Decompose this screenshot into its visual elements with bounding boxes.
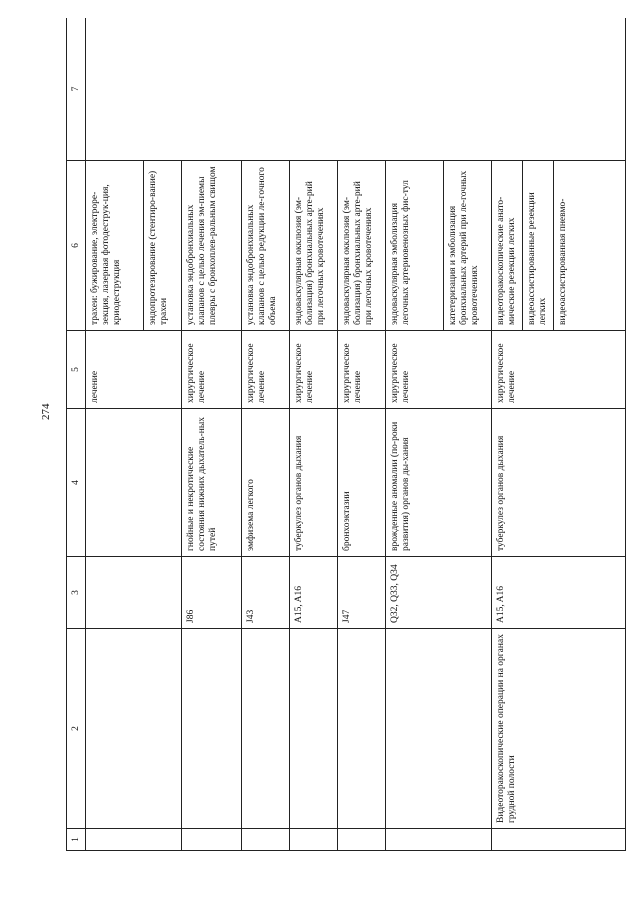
cell-method: установка эндобронхиальных клапанов с целью редукции ле-гочного объема [242, 161, 290, 331]
cell-section [338, 629, 386, 829]
cell-disease: туберкулез органов дыхания [492, 409, 626, 557]
rotated-table-container [66, 18, 626, 851]
cell-section [290, 629, 338, 829]
header-col-2: 2 [67, 629, 86, 829]
cell-disease: бронхоэктазии [338, 409, 386, 557]
cell-method: видеоассистированные резекции легких [523, 161, 554, 331]
cell-number [492, 829, 626, 851]
cell-method: установка эндобронхиальных клапанов с целью лечения эм-пиемы плевры с бронхоплев-ральным свищом [182, 161, 242, 331]
cell-disease: туберкулез органов дыхания [290, 409, 338, 557]
cell-section [386, 629, 492, 829]
cell-therapy: лечение [86, 331, 182, 409]
cell-method: эндоваскулярная окклюзия (эм-болизация) бронхиальных арте-рий при легочных кровотечениях [338, 161, 386, 331]
cell-codes: Q32, Q33, Q34 [386, 557, 492, 629]
header-col-4: 4 [67, 409, 86, 557]
cell-section [182, 629, 242, 829]
cell-number [182, 829, 242, 851]
cell-codes: J86 [182, 557, 242, 629]
cell-number [290, 829, 338, 851]
cell-codes [86, 557, 182, 629]
cell-codes: J43 [242, 557, 290, 629]
header-col-6: 6 [67, 161, 86, 331]
header-col-7: 7 [67, 18, 86, 161]
cell-disease: гнойные и некротические состояния нижних дыхатель-ных путей [182, 409, 242, 557]
cell-number [386, 829, 492, 851]
cell-codes: A15, A16 [492, 557, 626, 629]
cell-therapy: хирургическое лечение [290, 331, 338, 409]
procedures-table [66, 18, 626, 851]
cell-method: катетеризация и эмболизация бронхиальных артерий при ле-гочных кровотечениях [444, 161, 492, 331]
cell-method: эндопротезирование (стентиро-вание) трахеи [144, 161, 182, 331]
header-col-5: 5 [67, 331, 86, 409]
cell-codes: J47 [338, 557, 386, 629]
table-row [86, 18, 144, 851]
cell-codes: A15, A16 [290, 557, 338, 629]
cell-method: видеоассистированная пневмо- [554, 161, 626, 331]
cell-disease: врожденные аномалии (по-роки развития) органов ды-хания [386, 409, 492, 557]
cell-number [86, 829, 182, 851]
cell-therapy: хирургическое лечение [386, 331, 492, 409]
cell-col-7 [86, 18, 626, 161]
cell-number [242, 829, 290, 851]
cell-section [242, 629, 290, 829]
cell-section [86, 629, 182, 829]
cell-method: эндоваскулярная окклюзия (эм-болизация) бронхиальных арте-рий при легочных кровотечениях [290, 161, 338, 331]
table-wrap [66, 18, 626, 851]
header-col-1: 1 [67, 829, 86, 851]
cell-method: трахеи: бужирование, электроре-зекция, лазерная фотодеструк-ция, криодеструкция [86, 161, 144, 331]
cell-disease [86, 409, 182, 557]
cell-therapy: хирургическое лечение [242, 331, 290, 409]
cell-therapy: хирургическое лечение [338, 331, 386, 409]
cell-therapy: хирургическое лечение [182, 331, 242, 409]
cell-disease: эмфизема легкого [242, 409, 290, 557]
page-number: 274 [40, 403, 52, 420]
cell-section: Видеоторакоскопические операции на органах грудной полости [492, 629, 626, 829]
header-col-3: 3 [67, 557, 86, 629]
cell-method: видеоторакоскопические анато-мические резекции легких [492, 161, 523, 331]
header-row [67, 18, 86, 851]
cell-therapy: хирургическое лечение [492, 331, 626, 409]
cell-method: эндоваскулярная эмболизация легочных артериовенозных фис-тул [386, 161, 444, 331]
cell-number [338, 829, 386, 851]
